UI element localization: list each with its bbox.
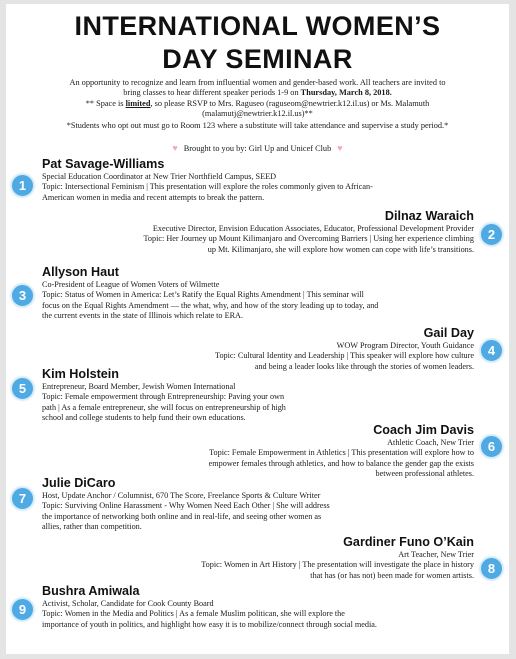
heart-icon: ♥ — [337, 143, 343, 153]
sponsor-text: Brought to you by: Girl Up and Unicef Club — [183, 144, 332, 153]
limited-emphasis: limited — [125, 99, 151, 108]
speaker-line: path | As a female entrepreneur, she will focus on entrepreneurship of high — [42, 402, 286, 412]
speaker-line: allies, rather than competition. — [42, 521, 142, 531]
speaker-line: Co-President of League of Women Voters of Wilmette — [42, 280, 220, 289]
speaker-block-2 — [14, 209, 474, 255]
speaker-name: Allyson Haut — [42, 265, 119, 279]
speaker-line: Topic: Intersectional Feminism | This presentation will explore the roles commonly given to African- — [42, 182, 373, 192]
speaker-block-7 — [42, 476, 502, 532]
speaker-line: focus on the Equal Rights Amendment — the what, why, and how of the story leading up to today, and — [42, 300, 379, 310]
speaker-line: Athletic Coach, New Trier — [387, 438, 474, 447]
speaker-block-4 — [14, 326, 474, 372]
heart-icon: ♥ — [172, 143, 178, 153]
speaker-line: Activist, Scholar, Candidate for Cook County Board — [42, 599, 214, 608]
speaker-line: the importance of networking both online and in real-life, and seeing other women as — [42, 511, 322, 521]
rsvp-text-start: ** Space is — [85, 99, 126, 108]
speaker-name: Pat Savage-Williams — [42, 157, 165, 171]
speaker-line: and being a leader looks like through the stories of women leaders. — [254, 361, 474, 371]
rsvp-text-end: , so please RSVP to Mrs. Raguseo (raguseom@newtrier.k12.il.us) or Ms. Malamuth — [150, 99, 430, 108]
seminar-date: Thursday, March 8, 2018. — [300, 88, 392, 97]
intro-line-5: *Students who opt out must go to Room 123 where a substitute will take attendance and supervise a study period.* — [66, 121, 449, 130]
speaker-number-badge: 1 — [11, 174, 34, 197]
intro-line-2-text: bring classes to hear different speaker periods 1-9 on — [123, 88, 301, 97]
brought-to-you-by — [6, 143, 509, 154]
intro-line-2 — [14, 88, 501, 98]
speaker-line: school and college students to help fund their own educations. — [42, 412, 246, 422]
speaker-line: Art Teacher, New Trier — [398, 550, 474, 559]
speaker-name: Bushra Amiwala — [42, 584, 140, 598]
speaker-number-badge: 4 — [480, 339, 503, 362]
speaker-line: Executive Director, Envision Education Associates, Educator, Professional Development Provider — [152, 224, 474, 233]
speaker-line: empower females through athletics, and how to balance the gender gap the exists — [208, 458, 474, 468]
speaker-line: the current events in the state of Illinois which relate to ERA. — [42, 310, 243, 320]
speaker-line: Host, Update Anchor / Columnist, 670 The Score, Freelance Sports & Culture Writer — [42, 491, 321, 500]
speaker-line: Topic: Female Empowerment in Athletics | This presentation will explore how to — [209, 448, 474, 458]
speaker-number-badge: 7 — [11, 487, 34, 510]
intro-line-3 — [14, 99, 501, 109]
flyer-page — [6, 4, 509, 654]
speaker-block-8 — [14, 535, 474, 581]
speaker-line: Topic: Surviving Online Harassment - Why Women Need Each Other | She will address — [42, 501, 330, 511]
speaker-line: WOW Program Director, Youth Guidance — [336, 341, 474, 350]
speaker-line: Topic: Women in Art History | The presentation will investigate the place in history — [201, 560, 474, 570]
speaker-line: Topic: Female empowerment through Entrepreneurship: Paving your own — [42, 392, 285, 402]
speaker-name: Gail Day — [423, 326, 474, 340]
speaker-line: Topic: Women in the Media and Politics | As a female Muslim politican, she will explore the — [42, 609, 345, 619]
speaker-block-3 — [42, 265, 502, 321]
intro-line-1: An opportunity to recognize and learn from influential women and gender-based work. All teachers are invited to — [69, 78, 446, 87]
speaker-number-badge: 6 — [480, 435, 503, 458]
title-line-1: INTERNATIONAL WOMEN’S — [74, 11, 441, 41]
speaker-line: Entrepreneur, Board Member, Jewish Women International — [42, 382, 236, 391]
speaker-line: importance of youth in politics, and highlight how easy it is to mobilize/connect through social media. — [42, 619, 377, 629]
speaker-number-badge: 3 — [11, 284, 34, 307]
speaker-number-badge: 5 — [11, 377, 34, 400]
speaker-line: up Mt. Kilimanjaro, she will explore how women can cope with life’s transitions. — [207, 244, 474, 254]
title-line-2: DAY SEMINAR — [162, 44, 353, 74]
speaker-line: American women in media and recent attempts to break the pattern. — [42, 192, 265, 202]
speaker-name: Gardiner Funo O’Kain — [343, 535, 474, 549]
speaker-line: Topic: Her Journey up Mount Kilimanjaro and Overcoming Barriers | Using her experience climbing — [143, 234, 474, 244]
speaker-block-6 — [14, 423, 474, 479]
intro-line-4: (malamutj@newtrier.k12.il.us)** — [202, 109, 313, 118]
speaker-line: that has (or has not) been made for women artists. — [310, 570, 474, 580]
speaker-number-badge: 8 — [480, 557, 503, 580]
speaker-block-1 — [42, 157, 502, 203]
speaker-line: Special Education Coordinator at New Trier Northfield Campus, SEED — [42, 172, 276, 181]
speaker-name: Dilnaz Waraich — [384, 209, 474, 223]
speaker-name: Julie DiCaro — [42, 476, 116, 490]
speaker-number-badge: 9 — [11, 598, 34, 621]
speaker-block-9 — [42, 584, 504, 630]
speaker-line: between professional athletes. — [375, 468, 474, 478]
speaker-line: Topic: Cultural Identity and Leadership | This speaker will explore how culture — [215, 351, 474, 361]
speaker-name: Kim Holstein — [42, 367, 119, 381]
speaker-line: Topic: Status of Women in America: Let’s Ratify the Equal Rights Amendment | This seminar will — [42, 290, 364, 300]
speaker-block-5 — [42, 367, 502, 423]
speaker-number-badge: 2 — [480, 223, 503, 246]
speaker-name: Coach Jim Davis — [373, 423, 474, 437]
